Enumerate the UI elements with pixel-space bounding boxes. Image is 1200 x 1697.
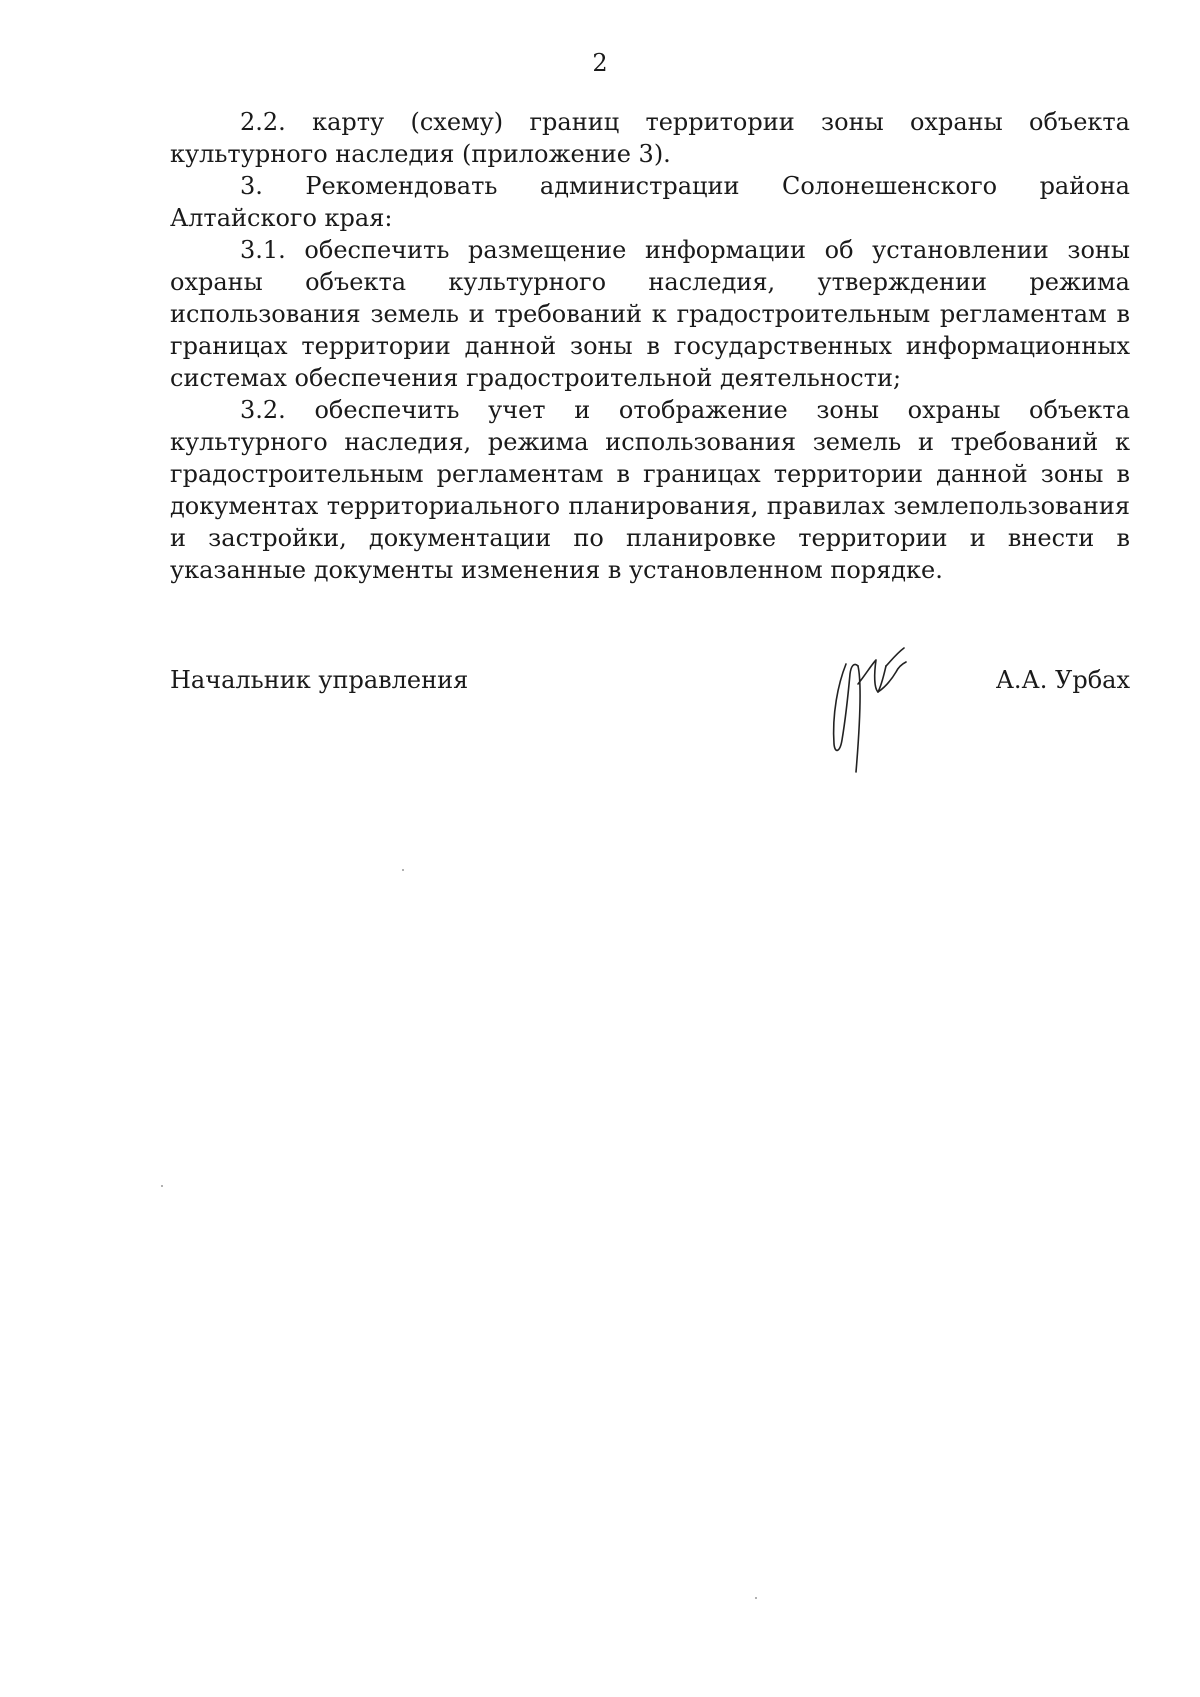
paragraph-3-2: 3.2. обеспечить учет и отображение зоны охраны объекта культурного наследия, режима использования земель и требований к градостроительным регламентам в границах территории данной зоны в документах территориального планирования, правилах землепользования и застройки, документации по планировке территории и внести в указанные документы изменения в установленном порядке. [170, 396, 1130, 584]
scan-speck [402, 869, 404, 871]
signer-name: А.А. Урбах [995, 666, 1130, 694]
scan-speck [161, 1185, 163, 1187]
page-number: 2 [592, 49, 608, 77]
document-body [170, 106, 1130, 586]
handwritten-signature [818, 644, 928, 776]
signer-title: Начальник управления [170, 666, 469, 694]
paragraph-2-2: 2.2. карту (схему) границ территории зоны охраны объекта культурного наследия (приложение 3). [170, 108, 1130, 168]
signature-block [170, 644, 1130, 784]
scan-speck [755, 1597, 757, 1599]
paragraph-3-1: 3.1. обеспечить размещение информации об установлении зоны охраны объекта культурного наследия, утверждении режима использования земель и требований к градостроительным регламентам в границах территории данной зоны в государственных информационных системах обеспечения градостроительной деятельности; [170, 236, 1130, 392]
paragraph-3: 3. Рекомендовать администрации Солонешенского района Алтайского края: [170, 172, 1130, 232]
